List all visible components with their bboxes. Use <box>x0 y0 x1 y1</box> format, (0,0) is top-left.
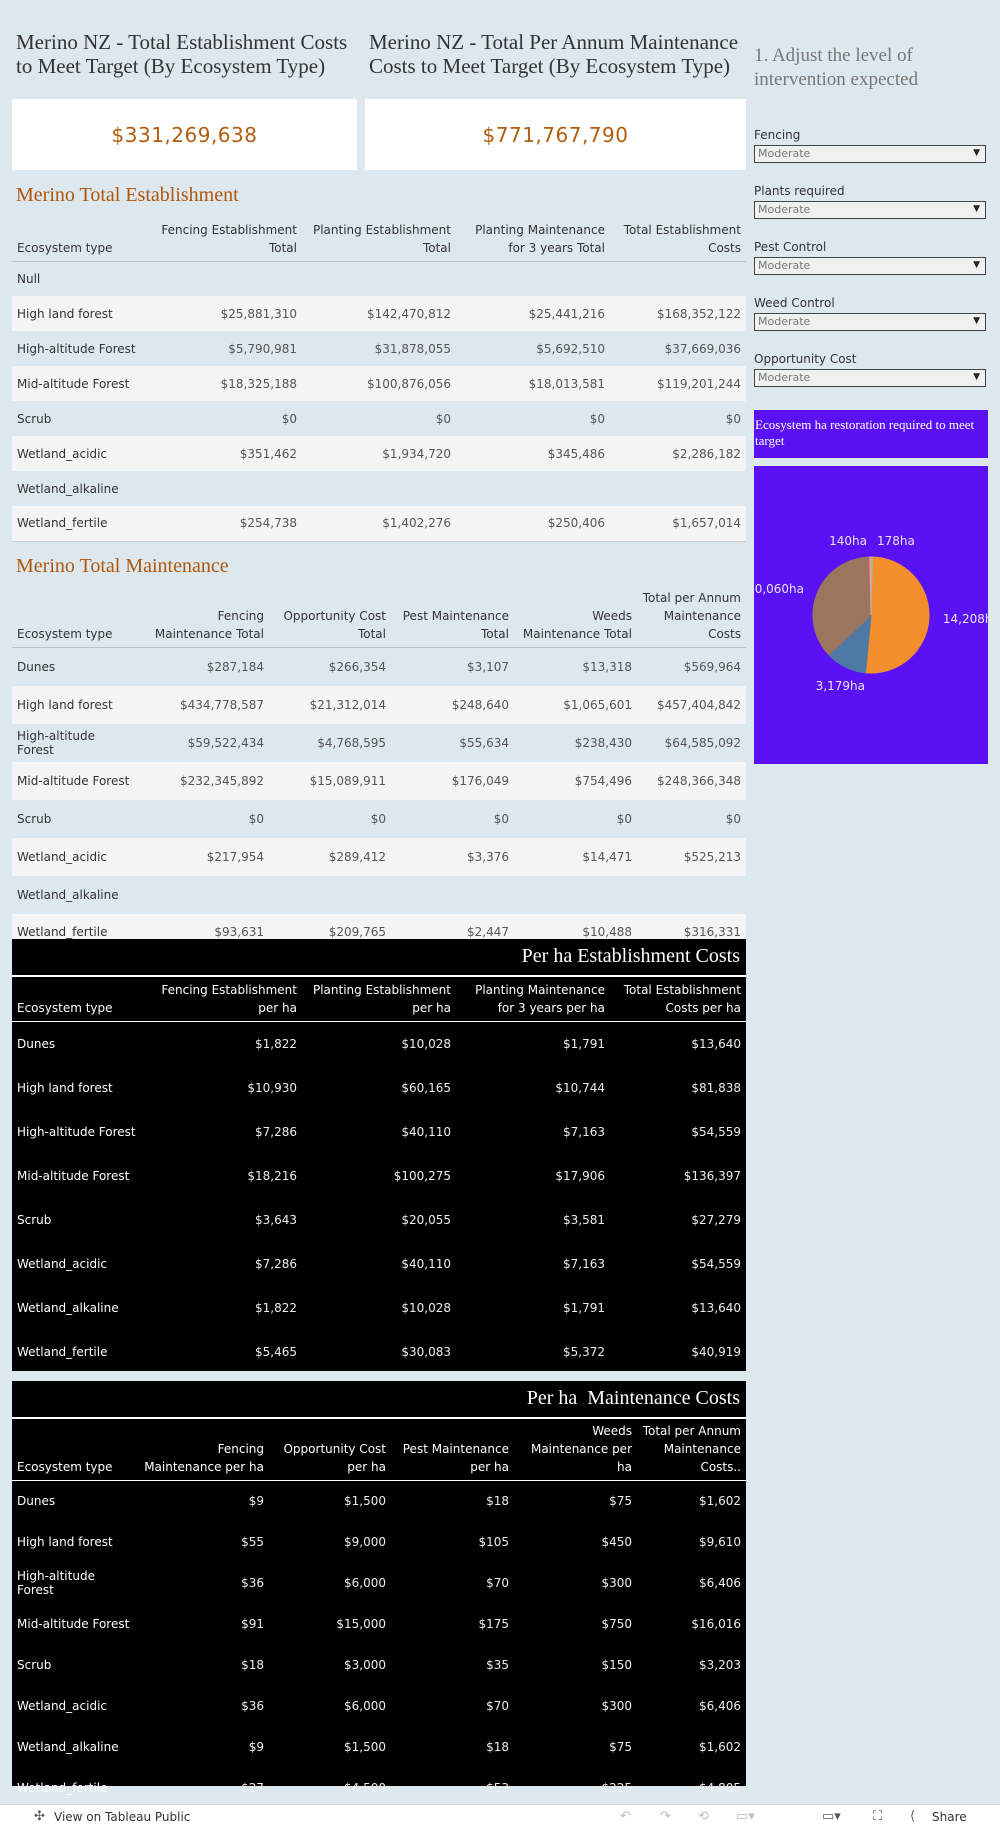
cost-cell: $18,325,188 <box>220 376 297 391</box>
filter-dropdown[interactable] <box>754 145 986 163</box>
cost-cell: $9 <box>248 1494 264 1509</box>
cost-cell: $150 <box>601 1658 632 1672</box>
column-header[interactable]: Total Establishment Costs per ha <box>623 983 741 1015</box>
ecosystem-type-cell: Wetland_alkaline <box>17 1300 119 1315</box>
cost-cell: $25,441,216 <box>528 306 605 321</box>
filter-label: Plants required <box>754 184 845 198</box>
pie-slice[interactable] <box>866 557 929 673</box>
cost-cell: $30,083 <box>401 1344 451 1359</box>
cost-cell: $60,165 <box>401 1080 451 1095</box>
ecosystem-type-cell: Scrub <box>17 411 52 426</box>
ecosystem-type-cell: Mid-altitude Forest <box>17 773 130 788</box>
cost-cell: $9,000 <box>344 1535 386 1549</box>
establishment-total-kpi: $331,269,638 <box>12 99 357 170</box>
maintenance-costs-title: Merino NZ - Total Per Annum Maintenance Costs to Meet Target (By Ecosystem Type) <box>369 30 739 78</box>
cost-cell: $6,406 <box>699 1699 741 1713</box>
cost-cell: $232,345,892 <box>180 773 264 788</box>
cost-cell: $1,500 <box>344 1494 386 1509</box>
cost-cell: $10,028 <box>401 1036 451 1051</box>
cost-cell: $15,000 <box>336 1617 386 1631</box>
cost-cell: $100,876,056 <box>367 376 451 391</box>
cost-cell: $100,275 <box>393 1168 451 1183</box>
cost-cell: $20,055 <box>401 1212 451 1227</box>
view-on-tableau-link[interactable]: View on Tableau Public <box>54 1810 191 1824</box>
table-row[interactable] <box>12 724 746 762</box>
cost-cell: $10,930 <box>247 1080 297 1095</box>
ecosystem-type-cell: Scrub <box>17 1212 52 1227</box>
cost-cell: $6,000 <box>344 1576 386 1590</box>
table-row[interactable] <box>12 762 746 800</box>
table-row[interactable] <box>12 1154 746 1198</box>
chevron-down-icon: ▼ <box>973 148 980 158</box>
ecosystem-type-cell: Wetland_acidic <box>17 446 107 461</box>
cost-cell: $15,089,911 <box>309 773 386 788</box>
table-row[interactable] <box>12 261 746 296</box>
cost-cell: $316,331 <box>683 925 741 940</box>
cost-cell: $59,522,434 <box>187 735 264 750</box>
ecosystem-type-cell: Mid-altitude Forest <box>17 376 130 391</box>
cost-cell: $40,110 <box>401 1124 451 1139</box>
cost-cell: $54,559 <box>691 1124 741 1139</box>
cost-cell: $1,602 <box>699 1494 741 1509</box>
cost-cell: $27,279 <box>691 1212 741 1227</box>
cost-cell: $81,838 <box>691 1080 741 1095</box>
cost-cell: $300 <box>601 1699 632 1713</box>
filter-label: Opportunity Cost <box>754 352 857 366</box>
ecosystem-type-cell: Dunes <box>17 659 56 674</box>
ecosystem-type-cell: Wetland_acidic <box>17 849 107 864</box>
establishment-costs-title: Merino NZ - Total Establishment Costs to Meet Target (By Ecosystem Type) <box>16 30 348 78</box>
cost-cell: $0 <box>281 411 297 426</box>
cost-cell: $0 <box>435 411 451 426</box>
chevron-down-icon: ▼ <box>973 260 980 270</box>
cost-cell: $217,954 <box>206 849 264 864</box>
table-row[interactable] <box>12 1022 746 1066</box>
cost-cell: $1,822 <box>255 1036 297 1051</box>
table-row[interactable] <box>12 1481 746 1522</box>
filter-dropdown[interactable] <box>754 201 986 219</box>
table-row[interactable] <box>12 800 746 838</box>
column-header[interactable]: Opportunity Cost Total <box>283 609 386 641</box>
controls-title: 1. Adjust the level of intervention expected <box>754 45 919 90</box>
column-header[interactable]: Fencing Maintenance Total <box>154 609 264 641</box>
per-ha-maintenance-title: Per ha Maintenance Costs <box>526 1387 740 1409</box>
cost-cell: $450 <box>601 1535 632 1549</box>
table-row[interactable] <box>12 1563 746 1604</box>
table-row[interactable] <box>12 1286 746 1330</box>
cost-cell <box>637 876 746 914</box>
ecosystem-type-cell: High-altitude Forest <box>17 1569 95 1597</box>
cost-cell: $351,462 <box>239 446 297 461</box>
column-header[interactable]: Weeds Maintenance Total <box>522 609 632 641</box>
table-row[interactable] <box>12 1198 746 1242</box>
cost-cell: $55,634 <box>459 735 509 750</box>
cost-cell: $105 <box>478 1535 509 1549</box>
column-header[interactable]: Total per Annum Maintenance Costs <box>642 591 741 641</box>
pie-slice-label: 14,208ha <box>942 611 1000 626</box>
revert-icon[interactable]: ⟲ <box>698 1809 709 1824</box>
cost-cell: $1,934,720 <box>382 446 451 461</box>
cost-cell: $300 <box>601 1576 632 1590</box>
column-header[interactable]: Planting Maintenance for 3 years per ha <box>475 983 605 1015</box>
cost-cell <box>269 876 391 914</box>
chevron-down-icon: ▼ <box>973 316 980 326</box>
cost-cell: $9 <box>248 1740 264 1754</box>
column-header[interactable]: Pest Maintenance Total <box>402 609 509 641</box>
table-row[interactable] <box>12 876 746 914</box>
cost-cell: $54,559 <box>691 1256 741 1271</box>
cost-cell: $70 <box>486 1576 509 1590</box>
cost-cell: $2,286,182 <box>672 446 741 461</box>
cost-cell: $18,216 <box>247 1168 297 1183</box>
column-header[interactable]: Planting Establishment per ha <box>312 983 451 1015</box>
comment-icon[interactable]: ▭▾ <box>822 1809 841 1824</box>
cost-cell: $5,692,510 <box>536 341 605 356</box>
cost-cell: $6,000 <box>344 1699 386 1713</box>
filter-selected-value: Moderate <box>758 203 811 216</box>
column-header[interactable]: Ecosystem type <box>17 627 113 641</box>
pie-slice-label: 10,060ha <box>747 581 805 596</box>
ecosystem-type-cell: Mid-altitude Forest <box>17 1168 130 1183</box>
table-row[interactable] <box>12 686 746 724</box>
cost-cell: $0 <box>725 811 741 826</box>
cost-cell <box>135 876 269 914</box>
cost-cell: $93,631 <box>214 925 264 940</box>
filter-selected-value: Moderate <box>758 371 811 384</box>
ecosystem-type-cell: High-altitude Forest <box>17 341 136 356</box>
undo-icon[interactable]: ↶ <box>620 1809 631 1824</box>
column-header[interactable]: Total per Annum Maintenance Costs.. <box>642 1424 741 1474</box>
tableau-footer <box>0 1804 1000 1827</box>
cost-cell: $1,791 <box>563 1300 605 1315</box>
column-header[interactable]: Ecosystem type <box>17 240 113 255</box>
maintenance-total-kpi: $771,767,790 <box>365 99 746 170</box>
column-header[interactable]: Ecosystem type <box>17 1001 113 1015</box>
cost-cell: $3,581 <box>563 1212 605 1227</box>
ecosystem-type-cell: High land forest <box>17 697 113 712</box>
cost-cell: $5,372 <box>563 1344 605 1359</box>
cost-cell: $31,878,055 <box>374 341 451 356</box>
cost-cell: $3,107 <box>467 659 509 674</box>
cost-cell: $1,791 <box>563 1036 605 1051</box>
cost-cell: $7,286 <box>255 1256 297 1271</box>
table-row[interactable] <box>12 471 746 506</box>
filter-dropdown[interactable] <box>754 369 986 387</box>
cost-cell: $70 <box>486 1699 509 1713</box>
cost-cell: $168,352,122 <box>657 306 741 321</box>
column-header[interactable]: Planting Establishment Total <box>312 222 451 255</box>
per-ha-establishment-table <box>12 981 746 1374</box>
cost-cell: $457,404,842 <box>657 697 741 712</box>
ecosystem-pie-chart <box>747 466 1000 764</box>
cost-cell: $0 <box>493 811 509 826</box>
cost-cell: $754,496 <box>574 773 632 788</box>
cost-cell: $3,203 <box>699 1658 741 1672</box>
cost-cell: $18 <box>486 1740 509 1754</box>
cost-cell: $434,778,587 <box>180 697 264 712</box>
cost-cell: $1,657,014 <box>672 516 741 531</box>
ecosystem-type-cell: Dunes <box>17 1036 56 1051</box>
column-header[interactable]: Ecosystem type <box>17 1460 113 1474</box>
cost-cell: $13,640 <box>691 1036 741 1051</box>
cost-cell <box>456 471 610 506</box>
cost-cell: $13,318 <box>582 659 632 674</box>
ecosystem-type-cell: Wetland_alkaline <box>17 481 119 496</box>
cost-cell <box>610 471 746 506</box>
share-icon[interactable]: ⟨ <box>910 1809 916 1824</box>
cost-cell: $75 <box>609 1740 632 1754</box>
cost-cell: $91 <box>241 1617 264 1631</box>
ecosystem-type-cell: Wetland_fertile <box>17 925 108 940</box>
cost-cell: $17,906 <box>555 1168 605 1183</box>
cost-cell: $250,406 <box>547 516 605 531</box>
chevron-down-icon: ▼ <box>973 372 980 382</box>
column-header[interactable]: Fencing Maintenance per ha <box>144 1442 264 1474</box>
cost-cell: $10,488 <box>582 925 632 940</box>
cost-cell: $3,376 <box>467 849 509 864</box>
table-row[interactable] <box>12 1110 746 1154</box>
redo-icon[interactable]: ↷ <box>660 1809 671 1824</box>
ecosystem-type-cell: Scrub <box>17 811 52 826</box>
cost-cell: $525,213 <box>683 849 741 864</box>
ecosystem-type-cell: High-altitude Forest <box>17 728 95 757</box>
cost-cell: $36 <box>241 1699 264 1713</box>
cost-cell: $10,028 <box>401 1300 451 1315</box>
ecosystem-chart-title: Ecosystem ha restoration required to meet target <box>754 410 988 458</box>
cost-cell: $18 <box>486 1494 509 1509</box>
cost-cell: $569,964 <box>683 659 741 674</box>
cost-cell: $209,765 <box>328 925 386 940</box>
pie-svg <box>747 466 1000 764</box>
cost-cell: $345,486 <box>547 446 605 461</box>
cost-cell: $75 <box>609 1494 632 1509</box>
ecosystem-type-cell: Mid-altitude Forest <box>17 1617 130 1631</box>
cost-cell: $750 <box>601 1617 632 1631</box>
table-row[interactable] <box>12 1066 746 1110</box>
table-row[interactable] <box>12 1522 746 1563</box>
maintenance-table <box>12 589 746 952</box>
ecosystem-type-cell: Wetland_acidic <box>17 1699 107 1713</box>
cost-cell: $1,500 <box>344 1740 386 1754</box>
ecosystem-type-cell: High land forest <box>17 1080 113 1095</box>
cost-cell: $289,412 <box>328 849 386 864</box>
table-row[interactable] <box>12 331 746 366</box>
cost-cell: $55 <box>241 1535 264 1549</box>
per-ha-establishment-title: Per ha Establishment Costs <box>521 945 740 967</box>
cost-cell: $238,430 <box>574 735 632 750</box>
cost-cell: $3,000 <box>344 1658 386 1672</box>
ecosystem-type-cell: Wetland_alkaline <box>17 887 119 902</box>
ecosystem-type-cell: Wetland_fertile <box>17 1344 108 1359</box>
table-row[interactable] <box>12 1768 746 1809</box>
table-row[interactable] <box>12 366 746 401</box>
column-header[interactable]: Opportunity Cost per ha <box>283 1442 386 1474</box>
cost-cell <box>391 876 514 914</box>
pie-slice-label: 178ha <box>877 534 915 548</box>
table-row[interactable] <box>12 838 746 876</box>
filter-label: Pest Control <box>754 240 827 254</box>
cost-cell: $4,500 <box>344 1781 386 1795</box>
cost-cell: $18,013,581 <box>528 376 605 391</box>
cost-cell: $7,163 <box>563 1256 605 1271</box>
filter-selected-value: Moderate <box>758 147 811 160</box>
cost-cell: $40,110 <box>401 1256 451 1271</box>
cost-cell: $36 <box>241 1576 264 1590</box>
filter-label: Weed Control <box>754 296 835 310</box>
share-button[interactable]: Share <box>932 1810 967 1824</box>
table-row[interactable] <box>12 1686 746 1727</box>
ecosystem-type-cell: High-altitude Forest <box>17 1124 136 1139</box>
column-header[interactable]: Fencing Establishment Total <box>161 222 297 255</box>
cost-cell: $175 <box>478 1617 509 1631</box>
column-header[interactable]: Weeds Maintenance per ha <box>530 1424 632 1474</box>
cost-cell: $1,602 <box>699 1740 741 1754</box>
cost-cell: $13,640 <box>691 1300 741 1315</box>
filter-label: Fencing <box>754 128 801 142</box>
column-header[interactable]: Total Establishment Costs <box>623 222 741 255</box>
refresh-icon[interactable]: ▭▾ <box>736 1809 755 1824</box>
table-row[interactable] <box>12 1727 746 1768</box>
cost-cell: $1,402,276 <box>382 516 451 531</box>
filter-dropdown[interactable] <box>754 313 986 331</box>
table-row[interactable] <box>12 401 746 436</box>
cost-cell: $18 <box>241 1658 264 1672</box>
cost-cell: $176,049 <box>451 773 509 788</box>
ecosystem-type-cell: Wetland_fertile <box>17 516 108 531</box>
filter-dropdown[interactable] <box>754 257 986 275</box>
pie-slice-label: 3,179ha <box>815 678 865 693</box>
cost-cell: $10,744 <box>555 1080 605 1095</box>
cost-cell: $248,366,348 <box>657 773 741 788</box>
cost-cell <box>152 471 302 506</box>
column-header[interactable]: Planting Maintenance for 3 years Total <box>475 222 605 255</box>
cost-cell: $37,669,036 <box>664 341 741 356</box>
pie-slice-label: 140ha <box>829 534 867 548</box>
per-ha-maintenance-table <box>12 1422 746 1809</box>
ecosystem-type-cell: High land forest <box>17 306 113 321</box>
cost-cell: $14,471 <box>582 849 632 864</box>
cost-cell: $287,184 <box>206 659 264 674</box>
cost-cell: $64,585,092 <box>664 735 741 750</box>
cost-cell: $16,016 <box>691 1617 741 1631</box>
cost-cell <box>302 471 456 506</box>
cost-cell: $3,643 <box>255 1212 297 1227</box>
cost-cell: $4,768,595 <box>317 735 386 750</box>
cost-cell <box>302 261 456 296</box>
chevron-down-icon: ▼ <box>973 204 980 214</box>
cost-cell: $136,397 <box>683 1168 741 1183</box>
cost-cell: $0 <box>725 411 741 426</box>
ecosystem-type-cell: High land forest <box>17 1535 113 1549</box>
cost-cell <box>610 261 746 296</box>
ecosystem-type-cell: Dunes <box>17 1494 56 1509</box>
cost-cell: $25,881,310 <box>220 306 297 321</box>
table-row[interactable] <box>12 506 746 541</box>
column-header[interactable]: Pest Maintenance per ha <box>402 1442 509 1474</box>
cost-cell <box>456 261 610 296</box>
ecosystem-type-cell: Wetland_alkaline <box>17 1740 119 1754</box>
cost-cell: $1,065,601 <box>563 697 632 712</box>
cost-cell: $40,919 <box>691 1344 741 1359</box>
establishment-table <box>12 219 746 542</box>
table-row[interactable] <box>12 1604 746 1645</box>
table-row[interactable] <box>12 1645 746 1686</box>
cost-cell: $35 <box>486 1658 509 1672</box>
cost-cell: $119,201,244 <box>657 376 741 391</box>
ecosystem-type-cell: Scrub <box>17 1658 52 1672</box>
cost-cell: $266,354 <box>328 659 386 674</box>
filter-selected-value: Moderate <box>758 315 811 328</box>
cost-cell <box>152 261 302 296</box>
ecosystem-type-cell: Null <box>17 271 41 286</box>
column-header[interactable]: Fencing Establishment per ha <box>161 983 297 1015</box>
cost-cell: $7,286 <box>255 1124 297 1139</box>
cost-cell: $0 <box>370 811 386 826</box>
cost-cell: $53 <box>486 1781 509 1795</box>
cost-cell: $27 <box>241 1781 264 1795</box>
table-row[interactable] <box>12 1330 746 1374</box>
filter-selected-value: Moderate <box>758 259 811 272</box>
cost-cell: $1,822 <box>255 1300 297 1315</box>
cost-cell: $5,790,981 <box>228 341 297 356</box>
cost-cell: $7,163 <box>563 1124 605 1139</box>
cost-cell: $248,640 <box>451 697 509 712</box>
table-row[interactable] <box>12 648 746 686</box>
cost-cell: $225 <box>601 1781 632 1795</box>
cost-cell: $9,610 <box>699 1535 741 1549</box>
fullscreen-icon[interactable]: ⛶ <box>873 1809 883 1824</box>
cost-cell: $2,447 <box>467 925 509 940</box>
cost-cell <box>514 876 637 914</box>
cost-cell: $0 <box>589 411 605 426</box>
ecosystem-type-cell: Wetland_fertile <box>17 1781 108 1795</box>
tableau-logo-icon: ✣ <box>34 1809 45 1824</box>
ecosystem-type-cell: Wetland_acidic <box>17 1256 107 1271</box>
cost-cell: $21,312,014 <box>309 697 386 712</box>
cost-cell: $6,406 <box>699 1576 741 1590</box>
table-row[interactable] <box>12 436 746 471</box>
cost-cell: $0 <box>616 811 632 826</box>
table-row[interactable] <box>12 1242 746 1286</box>
cost-cell: $254,738 <box>239 516 297 531</box>
cost-cell: $5,465 <box>255 1344 297 1359</box>
cost-cell: $4,805 <box>699 1781 741 1795</box>
establishment-section-title: Merino Total Establishment <box>16 184 239 206</box>
cost-cell: $142,470,812 <box>367 306 451 321</box>
cost-cell: $0 <box>248 811 264 826</box>
table-row[interactable] <box>12 296 746 331</box>
maintenance-section-title: Merino Total Maintenance <box>16 555 229 577</box>
